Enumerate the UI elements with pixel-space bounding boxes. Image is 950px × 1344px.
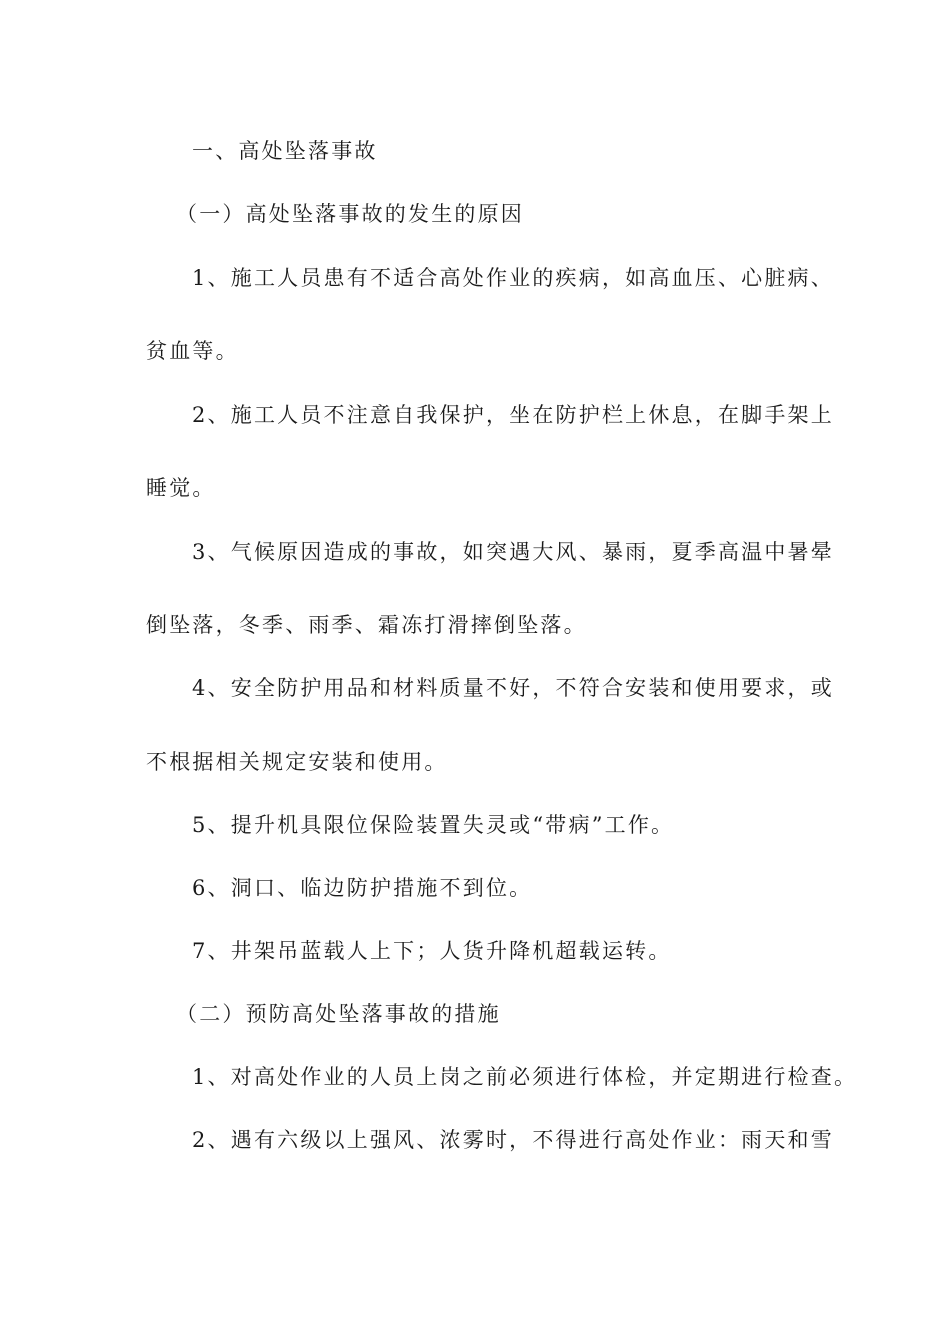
paragraph-line: 7、井架吊蓝载人上下；人货升降机超载运转。 [192,939,672,963]
paragraph-line: 2、施工人员不注意自我保护，坐在防护栏上休息，在脚手架上 [192,403,834,427]
paragraph-line: 不根据相关规定安装和使用。 [146,750,448,774]
subsection-heading-measures: （二）预防高处坠落事故的措施 [176,1002,501,1026]
paragraph-line: 4、安全防护用品和材料质量不好，不符合安装和使用要求，或 [192,676,834,700]
paragraph-line: 3、气候原因造成的事故，如突遇大风、暴雨，夏季高温中暑晕 [192,540,834,564]
paragraph-line: 1、施工人员患有不适合高处作业的疾病，如高血压、心脏病、 [192,266,834,290]
paragraph-line: 睡觉。 [146,476,216,500]
paragraph-line: 1、对高处作业的人员上岗之前必须进行体检，并定期进行检查。 [192,1065,858,1089]
paragraph-line: 倒坠落，冬季、雨季、霜冻打滑摔倒坠落。 [146,613,587,637]
section-heading: 一、高处坠落事故 [192,139,378,163]
paragraph-line: 2、遇有六级以上强风、浓雾时，不得进行高处作业：雨天和雪 [192,1128,834,1152]
subsection-heading-causes: （一）高处坠落事故的发生的原因 [176,202,524,226]
paragraph-line: 5、提升机具限位保险装置失灵或“带病”工作。 [192,813,675,837]
paragraph-line: 贫血等。 [146,339,239,363]
paragraph-line: 6、洞口、临边防护措施不到位。 [192,876,533,900]
